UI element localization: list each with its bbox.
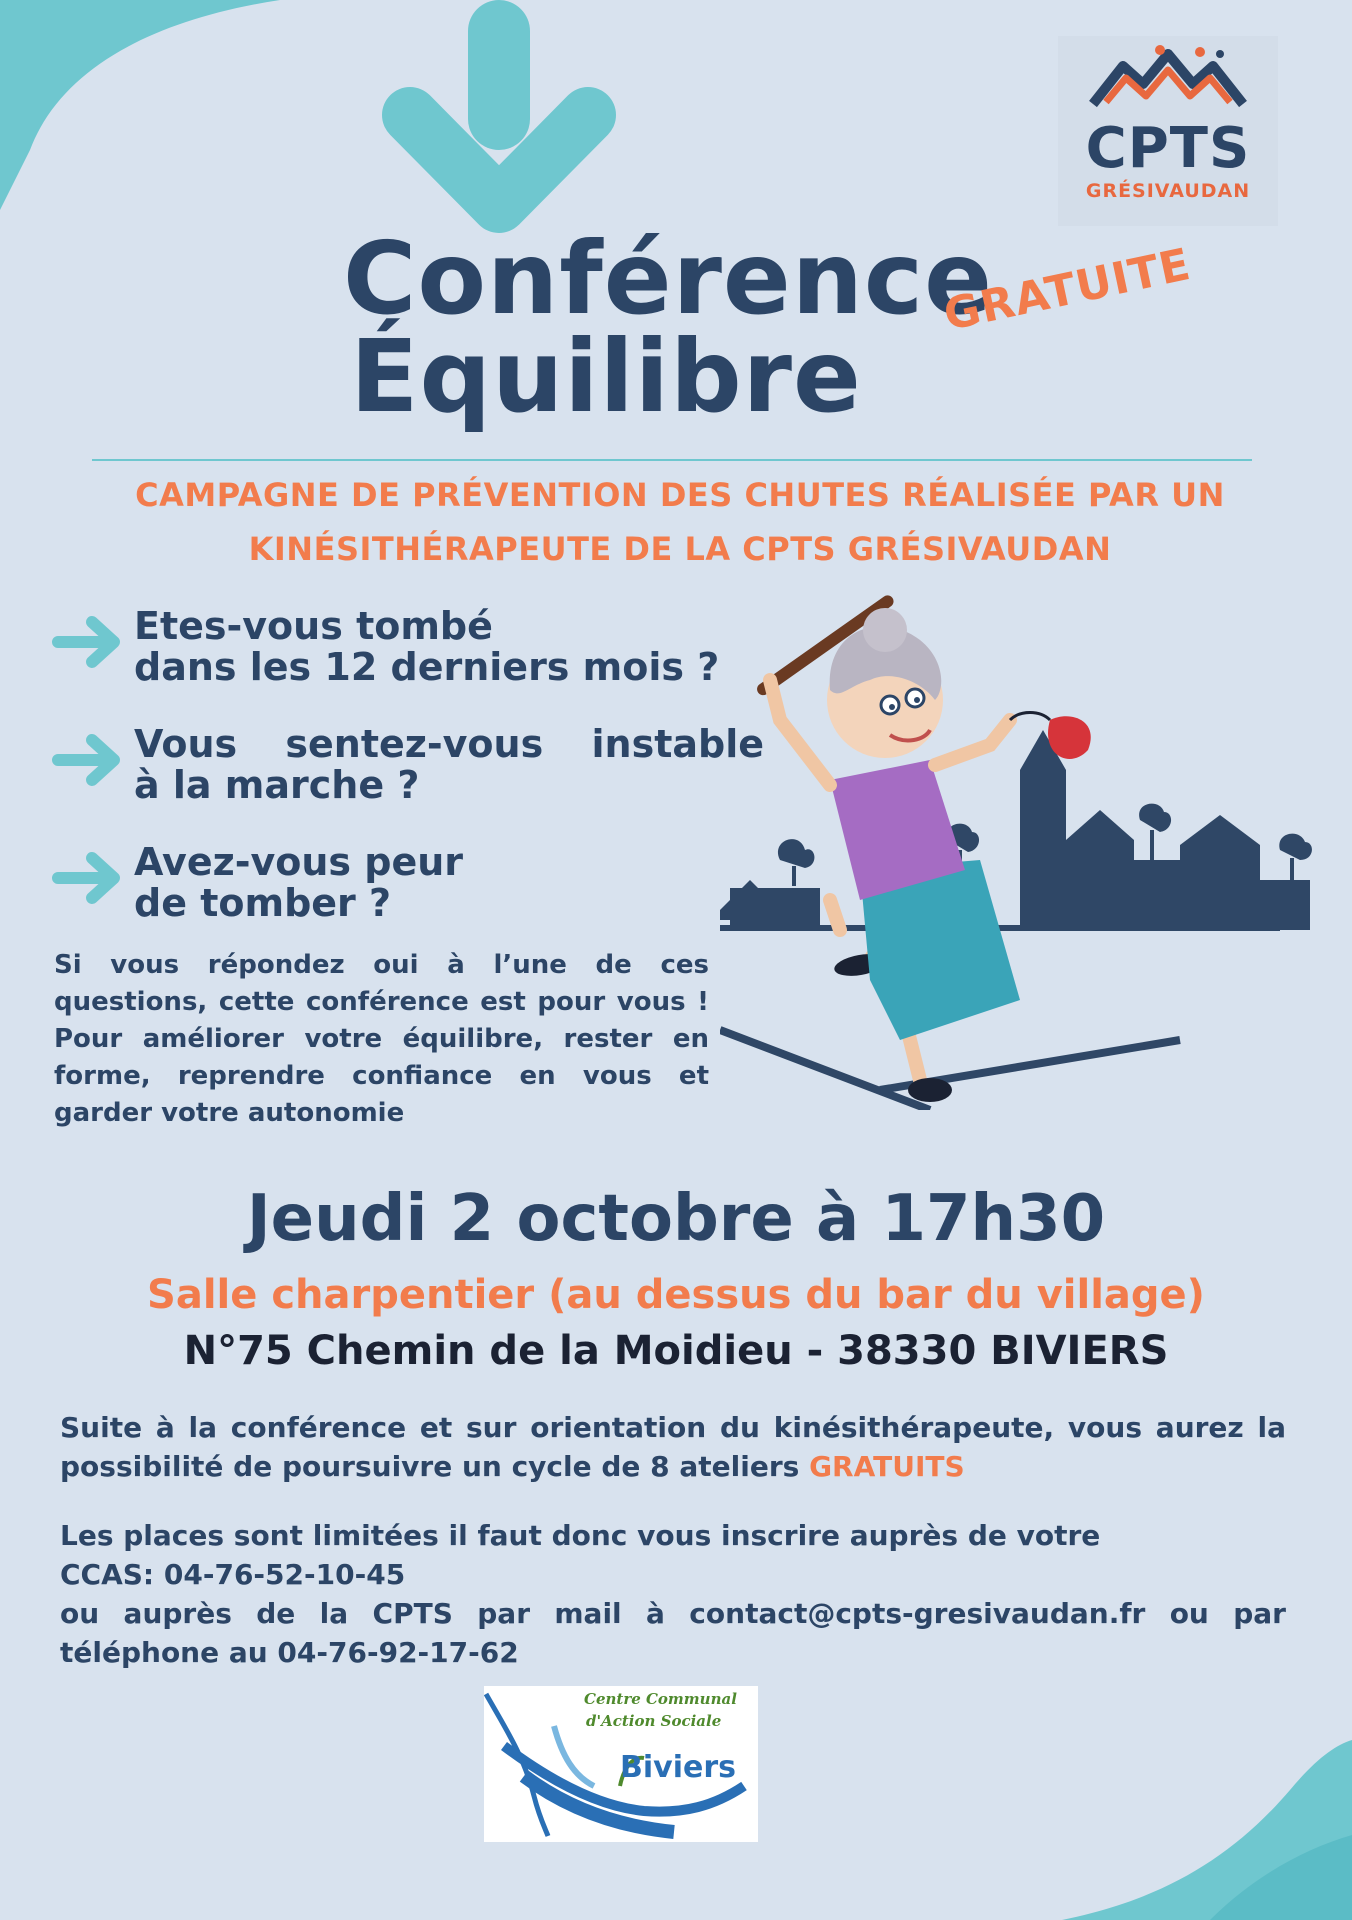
question-line1: Etes-vous tombé (134, 604, 493, 648)
arrow-right-icon (52, 732, 126, 788)
registration-phone-cpts: téléphone au 04-76-92-17-62 (60, 1636, 519, 1669)
ccas-logo-line1: Centre Communal (584, 1690, 737, 1708)
question-line1: Avez-vous peur (134, 840, 464, 884)
question-line2: à la marche ? (134, 763, 420, 807)
cpts-logo (1058, 36, 1278, 226)
arrow-right-icon (52, 614, 126, 670)
event-date: Jeudi 2 octobre à 17h30 (246, 1182, 1106, 1256)
followup-text: Suite à la conférence et sur orientation du kinésithérapeute, vous aurez la possibilité de poursuivre un cycle de 8 ateliers (60, 1411, 1286, 1483)
ccas-logo-line3: Biviers (620, 1750, 736, 1785)
illustration-grandmother (720, 570, 1320, 1110)
mountains-icon (1088, 44, 1248, 114)
ccas-logo (484, 1686, 758, 1842)
registration-phone-ccas: CCAS: 04-76-52-10-45 (60, 1558, 406, 1591)
question-line2: de tomber ? (134, 881, 392, 925)
arrow-right-icon (52, 850, 126, 906)
campaign-line1: CAMPAGNE DE PRÉVENTION DES CHUTES RÉALISÉE PAR UN (135, 476, 1225, 514)
page-title-line1: Conférence (342, 220, 994, 337)
ccas-logo-line2: d'Action Sociale (586, 1712, 722, 1730)
campaign-line2: KINÉSITHÉRAPEUTE DE LA CPTS GRÉSIVAUDAN (248, 530, 1112, 568)
free-badge: GRATUITE (939, 238, 1196, 341)
page-title-line2: Équilibre (350, 318, 862, 435)
divider (92, 459, 1252, 461)
logo-name: CPTS (1085, 116, 1251, 181)
followup-paragraph (60, 1408, 1286, 1486)
question-line1: Vous sentez-vous instable (134, 722, 764, 766)
followup-highlight: GRATUITS (809, 1450, 965, 1483)
question-line2: dans les 12 derniers mois ? (134, 645, 720, 689)
logo-region: GRÉSIVAUDAN (1085, 180, 1251, 202)
event-address: N°75 Chemin de la Moidieu - 38330 BIVIERS (183, 1328, 1169, 1374)
registration-email: ou auprès de la CPTS par mail à contact@cpts-gresivaudan.fr ou par (60, 1597, 1286, 1630)
registration-paragraph (60, 1516, 1286, 1672)
registration-line1: Les places sont limitées il faut donc vous inscrire auprès de votre (60, 1519, 1101, 1552)
event-venue: Salle charpentier (au dessus du bar du village) (147, 1272, 1205, 1318)
intro-text: Si vous répondez oui à l’une de ces questions, cette conférence est pour vous ! Pour améliorer votre équilibre, rester en forme, reprendre confiance en vous et garder votre autonomie (54, 950, 709, 1128)
